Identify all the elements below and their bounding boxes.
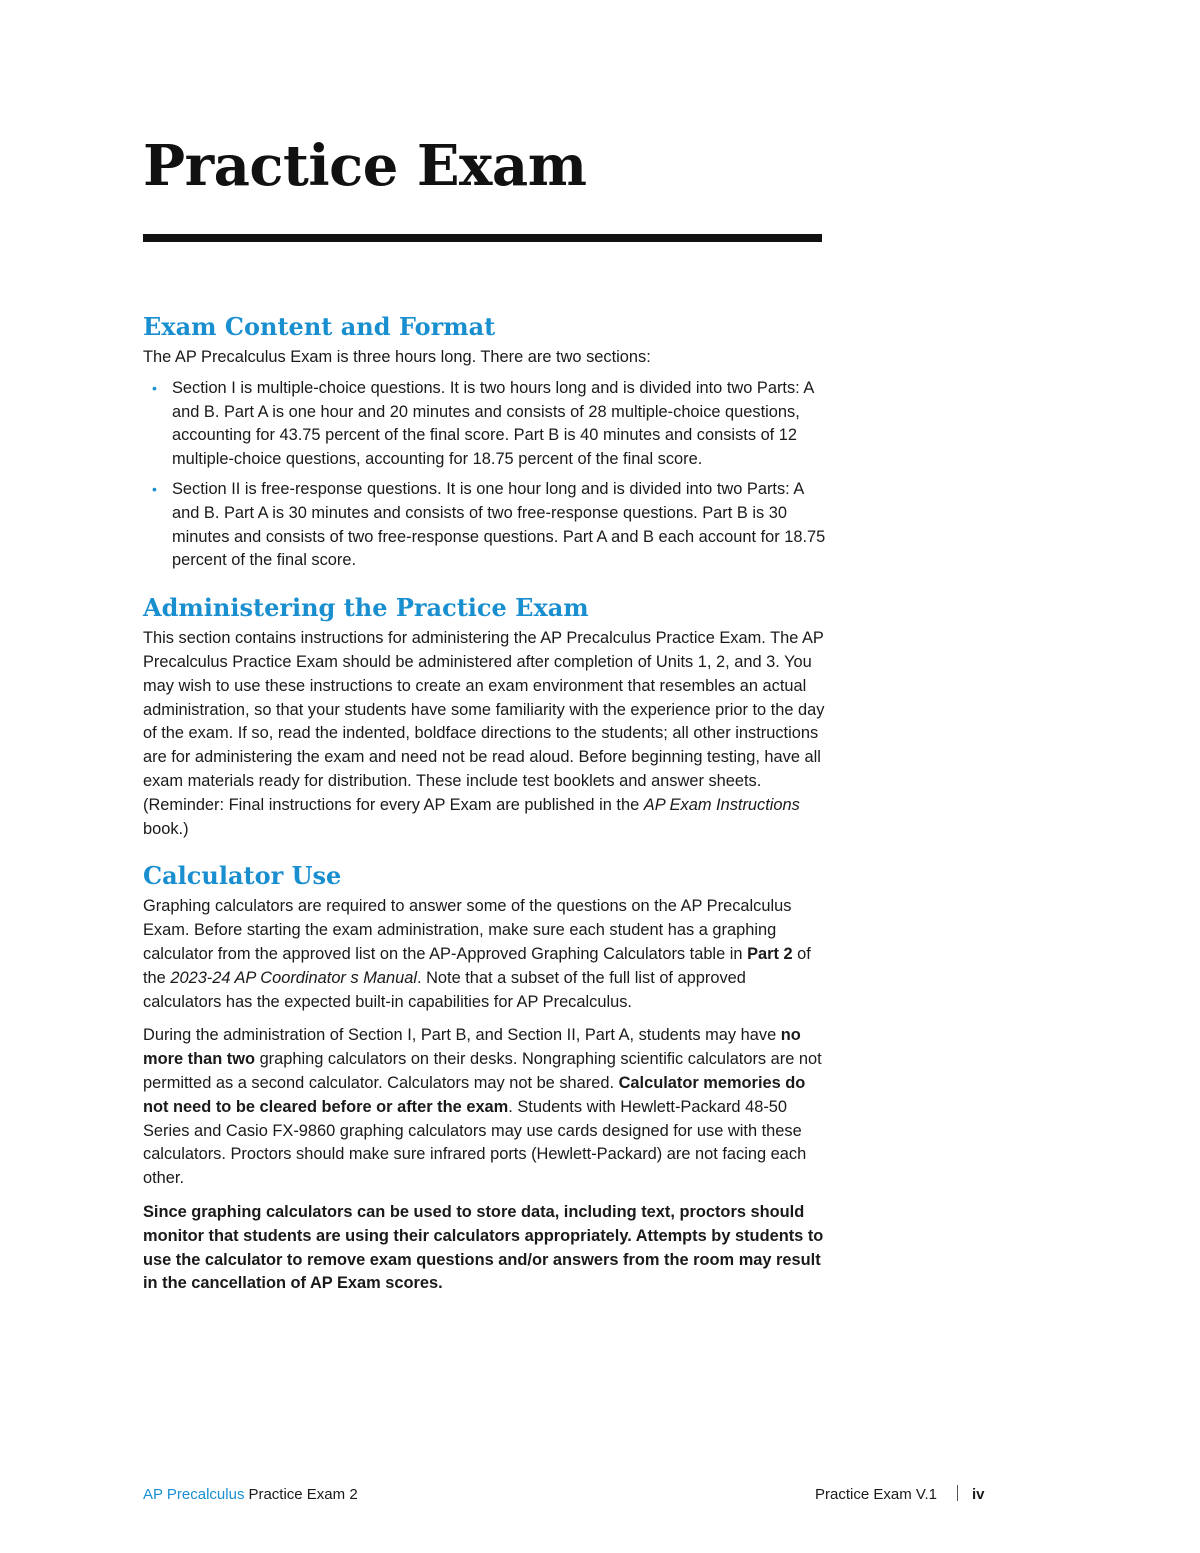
page-title: Practice Exam: [143, 133, 587, 199]
calculator-warning-paragraph: Since graphing calculators can be used to store data, including text, proctors should monitor that students are using their calculators appropriately. Attempts by students to use the calculator to remove exam questions and/or answers from the room may result in the cancellation of AP Exam scores.: [143, 1202, 824, 1293]
administering-text-end: book.): [143, 819, 189, 838]
calculator-p1-text-a: Graphing calculators are required to answer some of the questions on the AP Precalculus Exam. Before starting the exam administration, make sure each student has a graphing calculator from the approved list on the AP-Approved Graphing Calculators table in: [143, 897, 792, 963]
heading-administering: Administering the Practice Exam: [143, 593, 589, 623]
exam-instructions-book-title: AP Exam Instructions: [643, 795, 800, 814]
exam-sections-list: [143, 377, 828, 573]
calculator-p1-bold-part: Part 2: [747, 944, 793, 963]
coordinators-manual-title: 2023-24 AP Coordinator s Manual: [170, 968, 417, 987]
administering-paragraph: [143, 627, 828, 841]
footer-document-name: Practice Exam 2: [248, 1486, 358, 1503]
title-rule: [143, 234, 822, 242]
bullet-marker-icon: •: [152, 480, 157, 497]
list-item-section-2: [143, 478, 828, 573]
administering-text: This section contains instructions for administering the AP Precalculus Practice Exam. The AP Precalculus Practice Exam should be administered after completion of Units 1, 2, and 3. You may wish to use these instructions to create an exam environment that resembles an actual administration, so that your students have some familiarity with the experience prior to the day of the exam. If so, read the indented, boldface directions to the students; all other instructions are for administering the exam and need not be read aloud. Before beginning testing, have all exam materials ready for distribution. These include test booklets and answer sheets. (Reminder: Final instructions for every AP Exam are published in the: [143, 629, 825, 814]
footer-divider: [957, 1485, 958, 1501]
footer-right: [815, 1485, 985, 1505]
footer-page-number: iv: [972, 1486, 985, 1503]
heading-calculator-use: Calculator Use: [143, 861, 342, 891]
calculator-p2-text-a: During the administration of Section I, Part B, and Section II, Part A, students may have: [143, 1026, 781, 1045]
calculator-p1-text-c: . Note that a subset of the full list of approved calculators has the expected built-in capabilities for AP Precalculus.: [143, 968, 746, 1011]
footer-version: Practice Exam V.1: [815, 1486, 937, 1503]
bullet-marker-icon: •: [152, 379, 157, 396]
calculator-p1-text-b: of the: [143, 944, 811, 987]
calculator-p2-text-b: graphing calculators on their desks. Nongraphing scientific calculators are not permitted as a second calculator. Calculators may not be shared.: [143, 1050, 822, 1092]
heading-exam-content-format: Exam Content and Format: [143, 312, 496, 341]
calculator-paragraph-1: [143, 895, 828, 1014]
footer-course-name: AP Precalculus: [143, 1486, 245, 1503]
list-item-section-1: [143, 377, 828, 472]
calculator-p2-text-c: . Students with Hewlett-Packard 48-50 Series and Casio FX-9860 graphing calculators may use cards designed for use with these calculators. Proctors should make sure infrared ports (Hewlett-Packard) are not facing each other.: [143, 1097, 807, 1188]
footer-left: [143, 1485, 358, 1505]
calculator-memory-emphasis: Calculator memories do not need to be cleared before or after the exam: [143, 1073, 806, 1116]
main-content: [143, 310, 828, 1296]
bullet-text-section-1: Section I is multiple-choice questions. It is two hours long and is divided into two Parts: A and B. Part A is one hour and 20 minutes and consists of 28 multiple-choice questions, accounting for 43.75 percent of the final score. Part B is 40 minutes and consists of 12 multiple-choice questions, accounting for 18.75 percent of the final score.: [172, 378, 814, 469]
calculator-limit-emphasis: no more than two: [143, 1026, 801, 1069]
exam-intro-paragraph: The AP Precalculus Exam is three hours long. There are two sections:: [143, 348, 651, 366]
bullet-text-section-2: Section II is free-response questions. It is one hour long and is divided into two Parts: A and B. Part A is 30 minutes and consists of two free-response questions. Part B is 30 minutes and consists of two free-response questions. Part A and B each account for 18.75 percent of the final score.: [172, 479, 826, 570]
calculator-paragraph-2: [143, 1024, 828, 1191]
